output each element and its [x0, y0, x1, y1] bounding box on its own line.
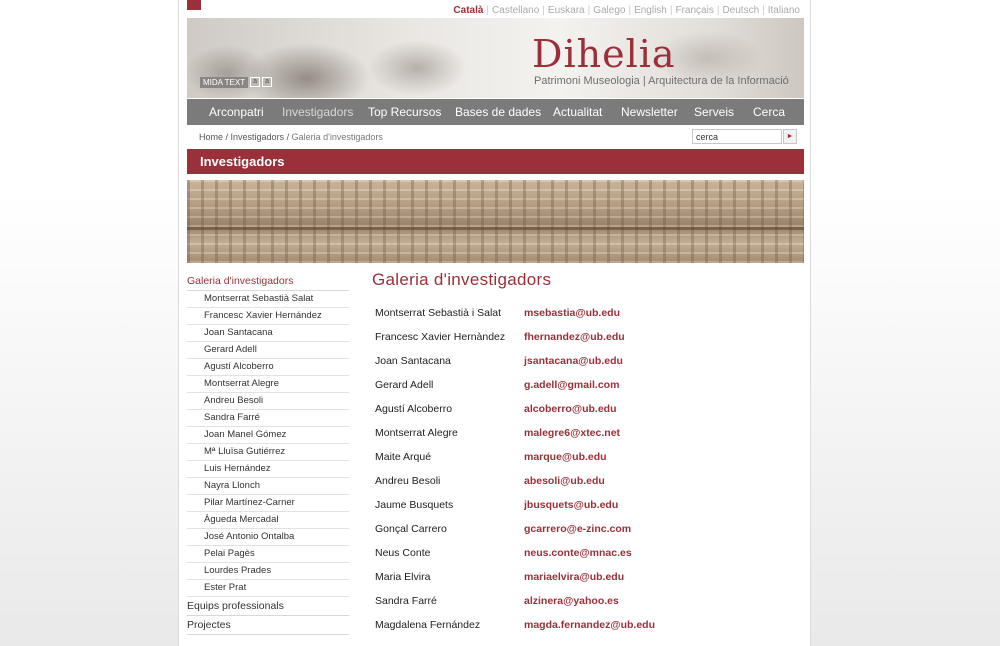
breadcrumb-current: Galeria d'investigadors [291, 132, 383, 142]
sidebar-item-equips[interactable]: Equips professionals [187, 597, 349, 616]
language-separator: | [587, 5, 591, 16]
researcher-name: Maria Elvira [375, 571, 431, 583]
researcher-row [372, 475, 802, 499]
header-banner [187, 18, 804, 98]
researcher-name: Joan Santacana [375, 355, 451, 367]
breadcrumb-home[interactable]: Home [199, 132, 224, 142]
breadcrumb: Home / Investigadors / Galeria d'investigadors [199, 132, 383, 142]
sidebar-subitem[interactable]: Ester Prat [187, 580, 349, 597]
sidebar-subitem[interactable]: Gerard Adell [187, 342, 349, 359]
search-input[interactable] [692, 129, 782, 144]
nav-item[interactable]: Arconpatri [209, 105, 264, 119]
researcher-name: Gonçal Carrero [375, 523, 447, 535]
page-title: Galeria d'investigadors [372, 270, 552, 289]
sidebar-subitem[interactable]: Mª Lluïsa Gutiérrez [187, 444, 349, 461]
sidebar-subitem[interactable]: Joan Manel Gómez [187, 427, 349, 444]
sidebar [187, 272, 349, 635]
researcher-row [372, 571, 802, 595]
researcher-name: Sandra Farré [375, 595, 437, 607]
researcher-row [372, 427, 802, 451]
sidebar-subitem[interactable]: José Antonio Ontalba [187, 529, 349, 546]
text-size-decrease-button[interactable]: a [262, 77, 272, 87]
researcher-row [372, 331, 802, 355]
page-container [178, 0, 811, 646]
main-content [372, 270, 802, 643]
text-size-control [200, 76, 272, 88]
researcher-row [372, 403, 802, 427]
researcher-row [372, 523, 802, 547]
sidebar-subitem[interactable]: Pelai Pagès [187, 546, 349, 563]
researcher-email-link[interactable]: jsantacana@ub.edu [524, 355, 623, 367]
sidebar-item-projectes[interactable]: Projectes [187, 616, 349, 635]
researcher-row [372, 355, 802, 379]
sidebar-subitem[interactable]: Montserrat Sebastià Salat [187, 291, 349, 308]
researcher-name: Francesc Xavier Hernàndez [375, 331, 506, 343]
sidebar-subitem[interactable]: Andreu Besoli [187, 393, 349, 410]
nav-item[interactable]: Bases de dades [455, 105, 542, 119]
nav-item[interactable]: Newsletter [621, 105, 678, 119]
language-link[interactable]: Italiano [767, 5, 800, 16]
researcher-name: Maite Arqué [375, 451, 432, 463]
site-logo[interactable]: Dihelia [532, 32, 676, 76]
researcher-email-link[interactable]: g.adell@gmail.com [524, 379, 620, 391]
researcher-email-link[interactable]: msebastia@ub.edu [524, 307, 621, 319]
text-size-label: MIDA TEXT [200, 77, 248, 88]
language-link[interactable]: Castellano [492, 5, 540, 16]
researcher-name: Magdalena Fernández [375, 619, 481, 631]
researcher-name: Jaume Busquets [375, 499, 454, 511]
researcher-name: Montserrat Sebastià i Salat [375, 307, 502, 319]
researcher-email-link[interactable]: marque@ub.edu [524, 451, 607, 463]
language-separator: | [486, 5, 490, 16]
language-link[interactable]: English [634, 5, 667, 16]
researcher-email-link[interactable]: abesoli@ub.edu [524, 475, 605, 487]
researcher-name: Agustí Alcoberro [375, 403, 453, 415]
arrow-right-icon: ► [786, 133, 794, 140]
sidebar-subitem[interactable]: Agustí Alcoberro [187, 359, 349, 376]
researcher-email-link[interactable]: neus.conte@mnac.es [524, 547, 632, 559]
researcher-name: Montserrat Alegre [375, 427, 458, 439]
researcher-name: Neus Conte [375, 547, 431, 559]
language-separator: | [542, 5, 545, 16]
sidebar-subitem[interactable]: Montserrat Alegre [187, 376, 349, 393]
banner-band [187, 227, 804, 230]
section-title-bar [187, 149, 804, 174]
researcher-name: Gerard Adell [375, 379, 434, 391]
researcher-email-link[interactable]: alcoberro@ub.edu [524, 403, 617, 415]
sidebar-subitem[interactable]: Pilar Martínez-Carner [187, 495, 349, 512]
site-tagline: Patrimoni Museologia | Arquitectura de la Informació [534, 75, 789, 87]
researcher-row [372, 499, 802, 523]
researcher-row [372, 379, 802, 403]
language-separator: | [716, 5, 720, 16]
sidebar-subitem[interactable]: Nayra Llonch [187, 478, 349, 495]
researcher-email-link[interactable]: magda.fernandez@ub.edu [524, 619, 656, 631]
nav-item[interactable]: Investigadors [282, 105, 354, 119]
researcher-email-link[interactable]: malegre6@xtec.net [524, 427, 621, 439]
language-link[interactable]: Galego [593, 5, 626, 16]
language-selector [453, 5, 800, 16]
researcher-row [372, 619, 802, 643]
nav-item[interactable]: Actualitat [553, 105, 603, 119]
nav-item[interactable]: Serveis [694, 105, 735, 119]
language-separator: | [628, 5, 632, 16]
researcher-list [372, 307, 802, 643]
language-link[interactable]: Français [675, 5, 714, 16]
language-link[interactable]: Euskara [547, 5, 585, 16]
section-title: Investigadors [200, 154, 285, 169]
sidebar-subitem[interactable]: Francesc Xavier Hernández [187, 308, 349, 325]
breadcrumb-section[interactable]: Investigadors [230, 132, 285, 142]
sidebar-subitem[interactable]: Luis Hernández [187, 461, 349, 478]
sidebar-item-galeria[interactable]: Galeria d'investigadors [187, 272, 349, 291]
researcher-row [372, 595, 802, 619]
researcher-email-link[interactable]: mariaelvira@ub.edu [524, 571, 625, 583]
corner-mark [187, 0, 201, 10]
researcher-email-link[interactable]: alzinera@yahoo.es [524, 595, 619, 607]
researcher-email-link[interactable]: jbusquets@ub.edu [524, 499, 619, 511]
researcher-email-link[interactable]: fhernandez@ub.edu [524, 331, 625, 343]
researcher-email-link[interactable]: gcarrero@e-zinc.com [524, 523, 632, 535]
decorative-banner-image [187, 180, 804, 263]
text-size-increase-button[interactable]: a [250, 77, 260, 87]
nav-item[interactable]: Cerca [753, 105, 786, 119]
main-nav [187, 99, 804, 125]
researcher-row [372, 451, 802, 475]
nav-item[interactable]: Top Recursos [368, 105, 442, 119]
language-separator: | [669, 5, 673, 16]
language-link[interactable]: Català [453, 5, 484, 16]
researcher-row [372, 307, 802, 331]
language-link[interactable]: Deutsch [722, 5, 760, 16]
language-separator: | [762, 5, 765, 16]
researcher-name: Andreu Besoli [375, 475, 441, 487]
sidebar-subitem[interactable]: Sandra Farré [187, 410, 349, 427]
sidebar-subitem[interactable]: Lourdes Prades [187, 563, 349, 580]
sidebar-subitem[interactable]: Joan Santacana [187, 325, 349, 342]
search-button[interactable] [783, 129, 797, 144]
researcher-row [372, 547, 802, 571]
sidebar-subitem[interactable]: Àgueda Mercadal [187, 512, 349, 529]
